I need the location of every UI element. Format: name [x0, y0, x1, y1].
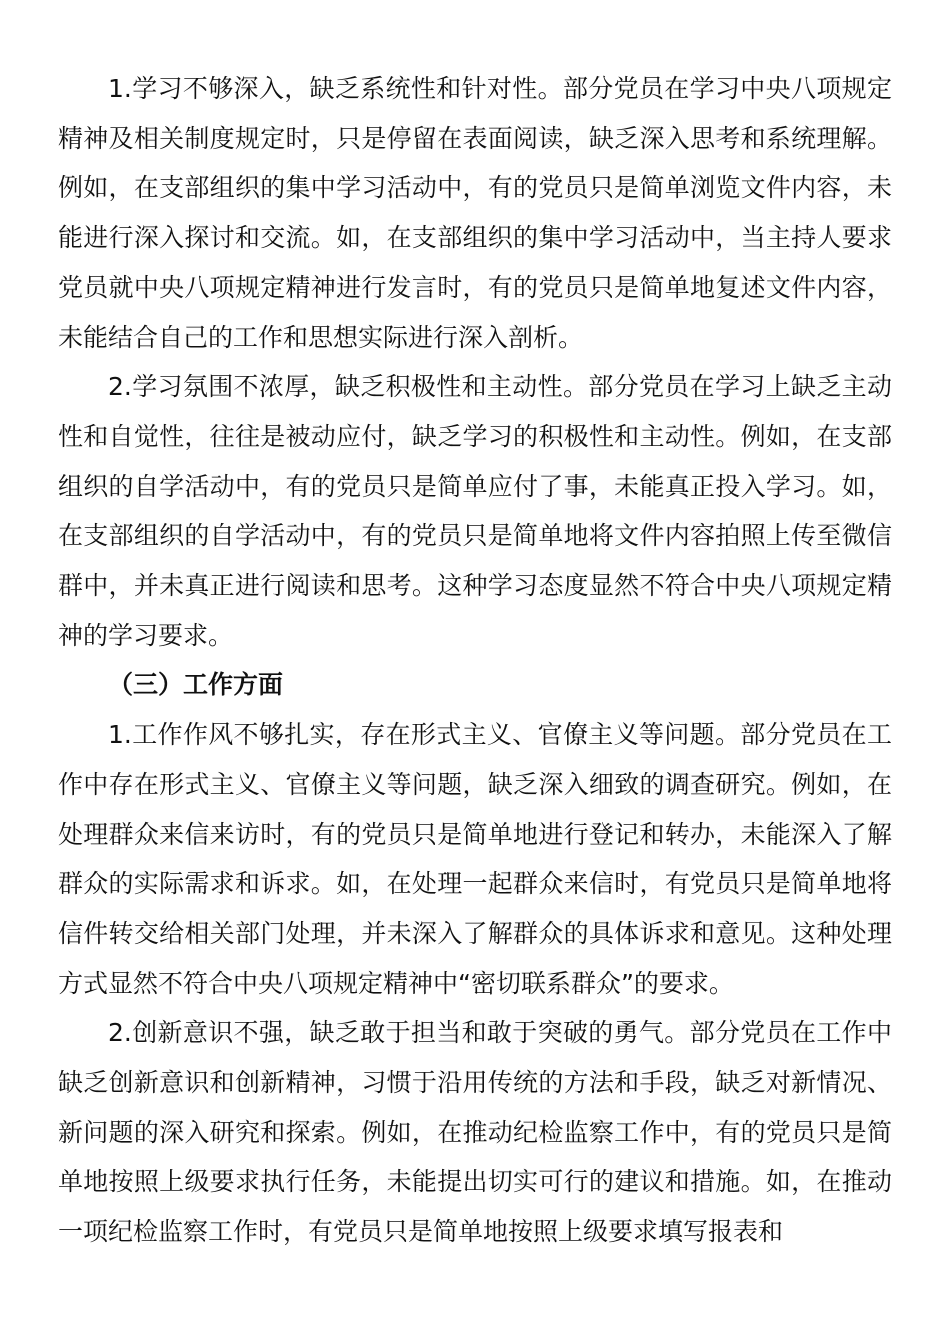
paragraph-innovation: 2.创新意识不强，缺乏敢于担当和敢于突破的勇气。部分党员在工作中缺乏创新意识和创新精神，习惯于沿用传统的方法和手段，缺乏对新情况、新问题的深入研究和探索。例如，在推动纪检监察工作中，有的党员只是简单地按照上级要求执行任务，未能提出切实可行的建议和措施。如，在推动一项纪检监察工作时，有党员只是简单地按照上级要求填写报表和	[58, 1018, 892, 1247]
paragraph-study-depth: 1.学习不够深入，缺乏系统性和针对性。部分党员在学习中央八项规定精神及相关制度规定时，只是停留在表面阅读，缺乏深入思考和系统理解。例如，在支部组织的集中学习活动中，有的党员只是简单浏览文件内容，未能进行深入探讨和交流。如，在支部组织的集中学习活动中，当主持人要求党员就中央八项规定精神进行发言时，有的党员只是简单地复述文件内容，未能结合自己的工作和思想实际进行深入剖析。	[58, 74, 892, 352]
document-body	[58, 64, 892, 1257]
paragraph-work-style: 1.工作作风不够扎实，存在形式主义、官僚主义等问题。部分党员在工作中存在形式主义、官僚主义等问题，缺乏深入细致的调查研究。例如，在处理群众来信来访时，有的党员只是简单地进行登记和转办，未能深入了解群众的实际需求和诉求。如，在处理一起群众来信时，有党员只是简单地将信件转交给相关部门处理，并未深入了解群众的具体诉求和意见。这种处理方式显然不符合中央八项规定精神中“密切联系群众”的要求。	[58, 720, 892, 998]
paragraph-study-atmosphere: 2.学习氛围不浓厚，缺乏积极性和主动性。部分党员在学习上缺乏主动性和自觉性，往往是被动应付，缺乏学习的积极性和主动性。例如，在支部组织的自学活动中，有的党员只是简单应付了事，未能真正投入学习。如，在支部组织的自学活动中，有的党员只是简单地将文件内容拍照上传至微信群中，并未真正进行阅读和思考。这种学习态度显然不符合中央八项规定精神的学习要求。	[58, 372, 892, 650]
section-heading-work: （三）工作方面	[108, 670, 284, 700]
